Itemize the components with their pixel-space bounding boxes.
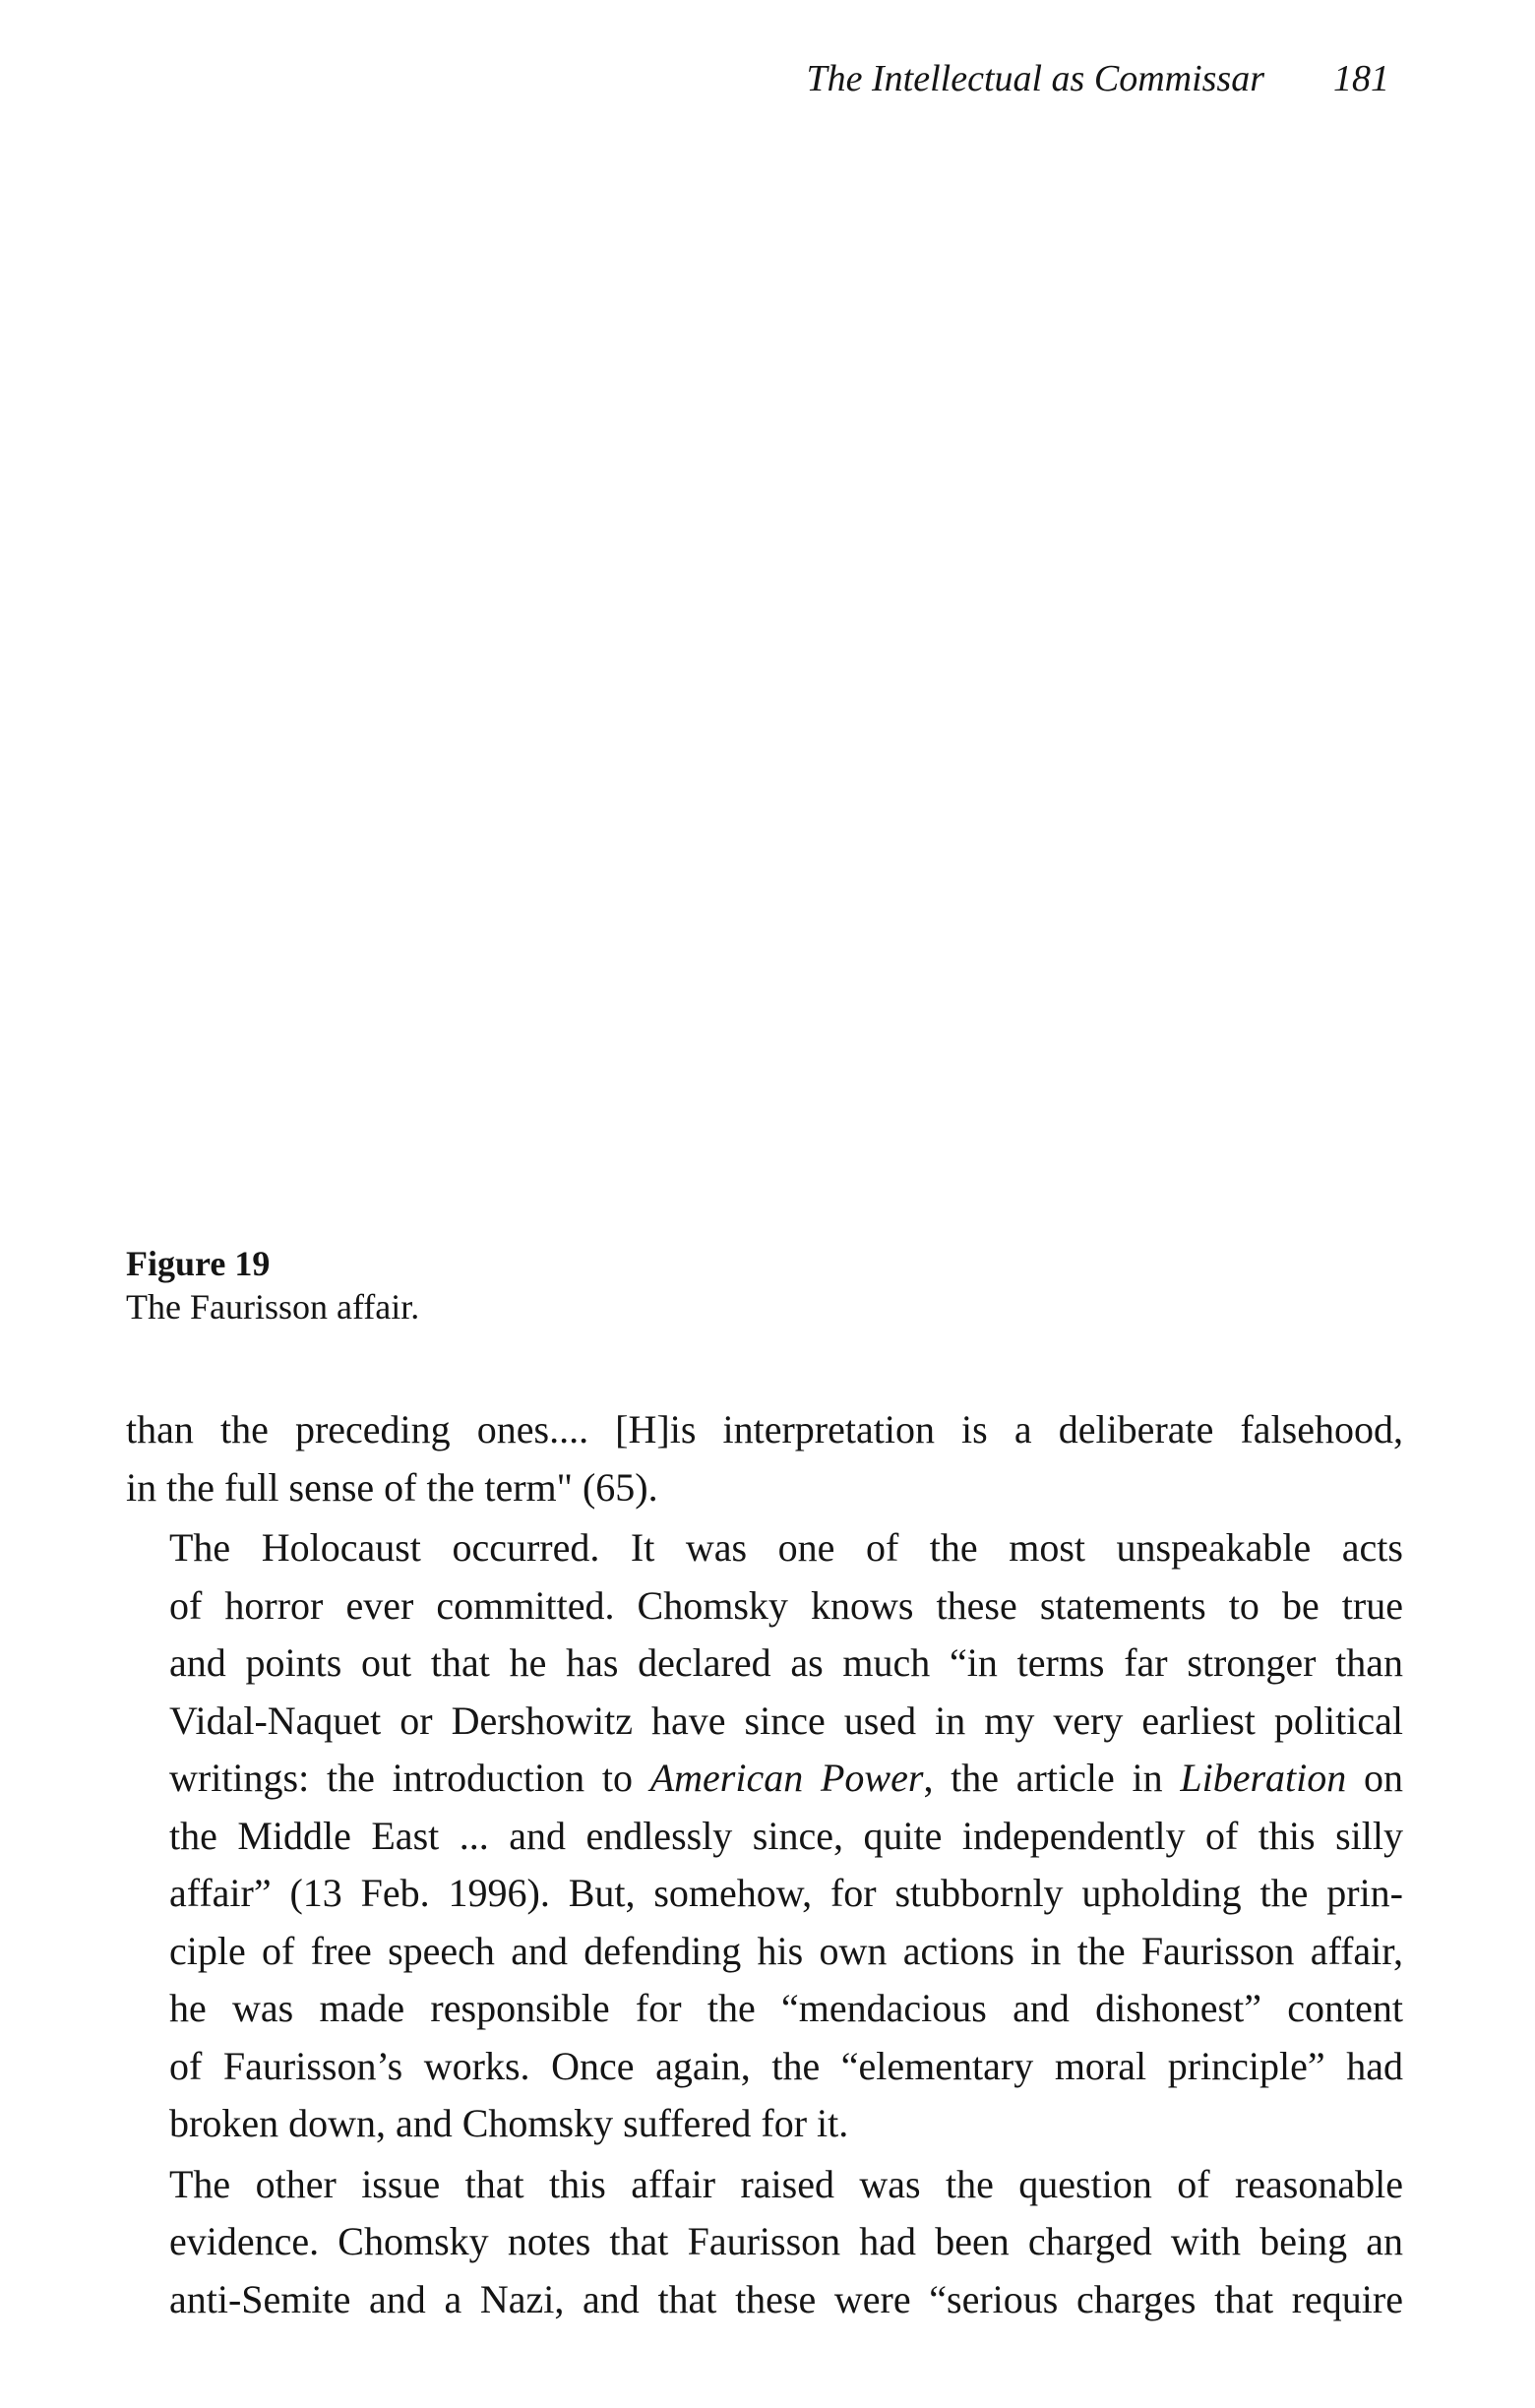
- figure-caption: [126, 1242, 419, 1328]
- paragraph-3: [126, 2156, 1403, 2329]
- text-line: ciple of free speech and defending his own actions in the Faurisson affair,: [169, 1928, 1403, 1973]
- paragraph-1: [126, 1401, 1403, 1516]
- text-line-with-italics: [126, 1750, 1403, 1808]
- text-line: Vidal-Naquet or Dershowitz have since used in my very earliest political: [169, 1698, 1403, 1743]
- text-line: The other issue that this affair raised was the question of reasonable: [169, 2161, 1403, 2206]
- text-line: of horror ever committed. Chomsky knows these statements to be true: [169, 1582, 1403, 1628]
- text-line: The Holocaust occurred. It was one of the most unspeakable acts: [169, 1525, 1403, 1570]
- text-line: he was made responsible for the “mendacious and dishonest” content: [169, 1986, 1403, 2030]
- text-line: in the full sense of the term" (65).: [126, 1464, 658, 1510]
- figure-label: Figure 19: [126, 1244, 271, 1283]
- body-text: [126, 1401, 1403, 2328]
- text-segment: writings: the introduction to: [169, 1756, 650, 1800]
- running-head: [0, 57, 1535, 116]
- running-title: The Intellectual as Commissar: [806, 58, 1264, 99]
- text-line: the Middle East ... and endlessly since, quite independently of this silly: [169, 1813, 1403, 1858]
- book-title-american-power: American Power: [649, 1756, 924, 1800]
- text-line: than the preceding ones.... [H]is interpretation is a deliberate falsehood,: [126, 1407, 1403, 1451]
- figure-image-area: [126, 148, 1405, 1225]
- periodical-title-liberation: Liberation: [1180, 1756, 1347, 1800]
- paragraph-2: [126, 1519, 1403, 2153]
- text-line: affair” (13 Feb. 1996). But, somehow, for stubbornly upholding the prin-: [169, 1871, 1403, 1915]
- page-number: 181: [1333, 58, 1389, 99]
- text-segment: on: [1346, 1756, 1403, 1800]
- text-line: anti-Semite and a Nazi, and that these were “serious charges that require: [169, 2276, 1403, 2321]
- text-line: of Faurisson’s works. Once again, the “elementary moral principle” had: [169, 2043, 1403, 2088]
- text-line: evidence. Chomsky notes that Faurisson had been charged with being an: [169, 2219, 1403, 2263]
- text-line: broken down, and Chomsky suffered for it.: [169, 2101, 849, 2145]
- text-segment: , the article in: [923, 1756, 1181, 1800]
- text-line: and points out that he has declared as much “in terms far stronger than: [169, 1640, 1403, 1685]
- figure-title: The Faurisson affair.: [126, 1287, 420, 1327]
